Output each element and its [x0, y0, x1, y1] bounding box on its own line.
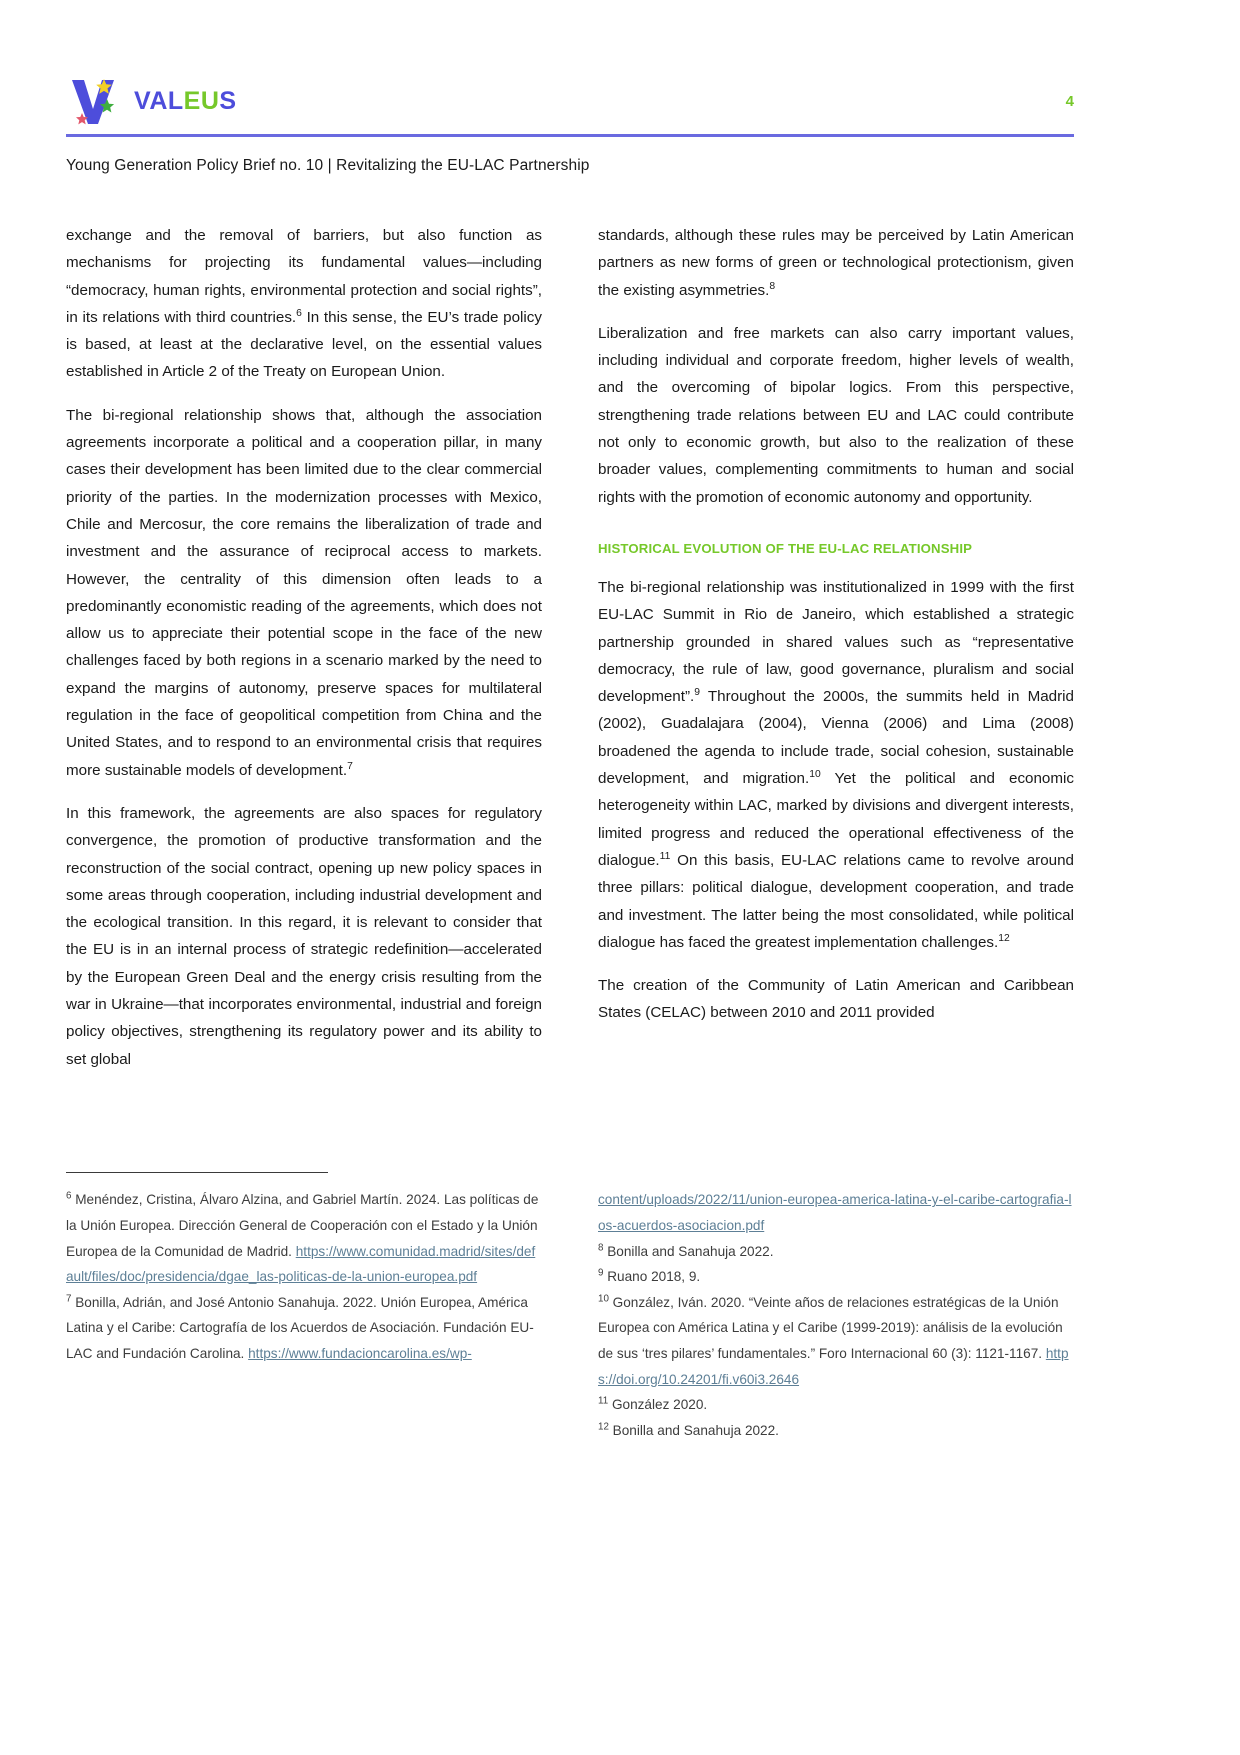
footnote-item [598, 1418, 1074, 1444]
footnote-list-right [598, 1187, 1074, 1443]
footnote-separator [66, 1172, 328, 1173]
body-columns [66, 222, 1074, 1073]
footnote-marker: 11 [598, 1395, 609, 1407]
footnote-link[interactable]: https://www.fundacioncarolina.es/wp- [248, 1345, 472, 1361]
left-column [66, 222, 542, 1073]
footnote-text: Bonilla and Sanahuja 2022. [612, 1422, 779, 1438]
footnote-item [66, 1187, 542, 1289]
right-column [598, 222, 1074, 1073]
logo-part-val: VAL [134, 86, 184, 115]
footnote-reference[interactable]: 12 [998, 932, 1010, 944]
footnote-reference[interactable]: 6 [296, 307, 302, 319]
footnote-item [598, 1264, 1074, 1290]
footnote-reference[interactable]: 10 [809, 768, 821, 780]
footnotes-right-column [598, 1172, 1074, 1443]
footnote-reference[interactable]: 11 [659, 850, 671, 862]
paragraph: In this framework, the agreements are also spaces for regulatory convergence, the promotion of productive transformation and the reconstruction of the social contract, opening up new policy spaces in some areas through cooperation, including industrial development and the ecological transition. In this regard, it is relevant to consider that the EU is in an internal process of strategic redefinition—accelerated by the European Green Deal and the energy crisis resulting from the war in Ukraine—that incorporates environmental, industrial and foreign policy objectives, strengthening its regulatory power and its ability to set global [66, 804, 542, 1068]
valeus-wordmark [134, 86, 237, 115]
footnote-separator-spacer [598, 1172, 860, 1173]
footnote-text: Menéndez, Cristina, Álvaro Alzina, and Gabriel Martín. 2024. Las políticas de la Unión Europea. Dirección General de Cooperación con el Estado y la Unión Europea de la Comunidad de Madrid. [66, 1192, 539, 1259]
footnote-link[interactable]: https://www.comunidad.madrid/sites/default/files/doc/presidencia/dgae_las-politicas-de-la-union-europea.pdf [66, 1243, 536, 1285]
section-heading-historical-evolution: HISTORICAL EVOLUTION OF THE EU-LAC RELATIONSHIP [598, 540, 973, 556]
footnote-marker: 7 [66, 1293, 72, 1305]
footnote-marker: 10 [598, 1293, 609, 1305]
footnote-marker: 12 [598, 1421, 609, 1433]
paragraph: standards, although these rules may be perceived by Latin American partners as new forms of green or technological protectionism, given the existing asymmetries.$^8$ [598, 227, 1074, 299]
footnote-reference[interactable]: 9 [694, 687, 700, 699]
footnote-marker: 8 [598, 1242, 604, 1254]
footnote-text: Ruano 2018, 9. [607, 1269, 701, 1285]
footnote-reference[interactable]: 7 [347, 760, 353, 772]
footnote-text: Bonilla and Sanahuja 2022. [607, 1243, 774, 1259]
footnote-reference[interactable]: 8 [769, 280, 776, 292]
page-header [66, 70, 1074, 175]
paragraph: Liberalization and free markets can also carry important values, including individual and corporate freedom, higher levels of wealth, and the overcoming of bipolar logics. From this perspective, strengthening trade relations between EU and LAC could contribute not only to economic growth, but also to the realization of these broader values, complementing commitments to human and social rights with the promotion of economic autonomy and opportunity. [598, 324, 1074, 506]
valeus-logo [66, 75, 237, 127]
footnotes-area [66, 1172, 1074, 1443]
logo-part-s: S [219, 86, 237, 115]
footnote-text: González, Iván. 2020. “Veinte años de relaciones estratégicas de la Unión Europea con América Latina y el Caribe (1999-2019): análisis de la evolución de sus ‘tres pilares’ fundamentales.” Foro Internacional 60 (3): 1121-1167. [598, 1294, 1063, 1361]
logo-part-eu: EU [183, 86, 220, 115]
page-number: 4 [1065, 92, 1074, 110]
paragraph: The creation of the Community of Latin American and Caribbean States (CELAC) between 2010 and 2011 provided [598, 977, 1074, 1022]
right-column-paragraphs-bottom [598, 574, 1074, 1027]
paragraph: exchange and the removal of barriers, but also function as mechanisms for projecting its fundamental values—including “democracy, human rights, environmental protection and social rights”, in its relations with third countries.$^6$ In this sense, the EU’s trade policy is based, at least at the declarative level, on the essential values established in Article 2 of the Treaty on European Union. [66, 227, 542, 381]
footnote-item [598, 1187, 1074, 1238]
header-top-row [66, 70, 1074, 132]
paragraph: The bi-regional relationship shows that, although the association agreements incorporate a political and a cooperation pillar, in many cases their development has been limited due to the clear commercial priority of the parties. In the modernization processes with Mexico, Chile and Mercosur, the core remains the liberalization of trade and investment and the assurance of reciprocal access to markets. However, the centrality of this dimension often leads to a predominantly economistic reading of the agreements, which does not allow us to appreciate their potential scope in the face of the new challenges faced by both regions in a scenario marked by the need to expand the margins of autonomy, preserve spaces for multilateral regulation in the face of geopolitical competition from China and the United States, and to respond to an environmental crisis that requires more sustainable models of development.$^7$ [66, 406, 542, 779]
footnote-item [598, 1392, 1074, 1418]
footnote-list-left [66, 1187, 542, 1366]
footnote-text: González 2020. [611, 1397, 708, 1413]
footnote-link[interactable]: content/uploads/2022/11/union-europea-america-latina-y-el-caribe-cartografia-los-acuerdos-asociacion.pdf [598, 1192, 1072, 1233]
footnote-marker: 6 [66, 1190, 72, 1202]
right-column-paragraphs-top [598, 222, 1074, 511]
footnotes-left-column [66, 1172, 542, 1443]
left-column-paragraphs [66, 222, 542, 1073]
footnote-item [598, 1290, 1074, 1392]
header-divider [66, 134, 1074, 137]
document-subtitle: Young Generation Policy Brief no. 10 | Revitalizing the EU-LAC Partnership [66, 157, 590, 174]
footnote-item [66, 1290, 542, 1367]
footnote-item [598, 1239, 1074, 1265]
footnote-marker: 9 [598, 1267, 604, 1279]
footnote-link[interactable]: https://doi.org/10.24201/fi.v60i3.2646 [598, 1345, 1069, 1387]
paragraph: The bi-regional relationship was institutionalized in 1999 with the first EU-LAC Summit in Rio de Janeiro, which established a strategic partnership grounded in shared values such as “representative democracy, the rule of law, good governance, pluralism and social development”.$^9$ Throughout the 2000s, the summits held in Madrid (2002), Guadalajara (2004), Vienna (2006) and Lima (2008) broadened the agenda to include trade, social cohesion, sustainable development, and migration.$^{10}$ Yet the political and economic heterogeneity within LAC, marked by divisions and divergent interests, limited progress and reduced the operational effectiveness of the dialogue.$^{11}$ On this basis, EU-LAC relations came to revolve around three pillars: political dialogue, development cooperation, and trade and investment. The latter being the most consolidated, while political dialogue has faced the greatest implementation challenges.$^{12}$ [598, 578, 1074, 951]
valeus-v-icon [66, 75, 124, 127]
footnote-text: Bonilla, Adrián, and José Antonio Sanahuja. 2022. Unión Europea, América Latina y el Caribe: Cartografía de los Acuerdos de Asociación. Fundación EU-LAC and Fundación Carolina. [66, 1294, 534, 1361]
